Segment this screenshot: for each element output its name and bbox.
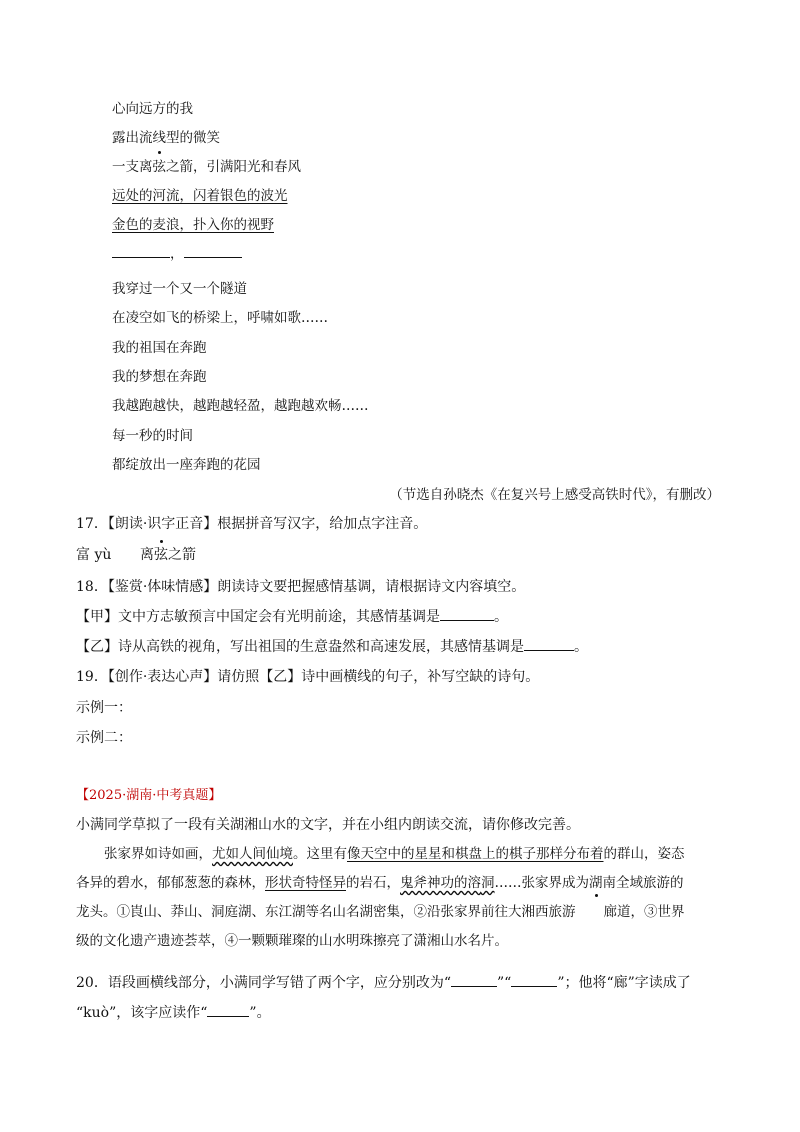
q20-text: ”“ [496,975,512,991]
q18-jia-text: 【甲】文中方志敏预言中国定会有光明前途，其感情基调是 [76,609,440,625]
poem-line: 在凌空如飞的桥梁上，呼啸如歌…… [112,310,328,326]
poem-source: （节选自孙晓杰《在复兴号上感受高铁时代》，有删改） [389,487,720,503]
passage-paragraph [76,840,686,956]
q18-yi-text: 【乙】诗从高铁的视角，写出祖国的生意盎然和高速发展，其感情基调是 [76,639,524,655]
passage-text: 鬼斧神功的溶 [400,875,481,891]
poem-blank-line [112,242,242,262]
question-18: 18．【鉴赏·体味情感】朗读诗文要把握感情基调，请根据诗文内容填空。 [76,579,526,595]
q20-text: ”；他将“廊”字读成了 [557,975,691,991]
wavy-underlined-phrase: 尤如人间仙境 [212,846,293,862]
q17-item-2 [140,544,196,564]
emphasis-dot-char: 弦 [153,155,167,175]
source-tag: 【2025·湖南·中考真题】 [76,788,222,803]
poem-line: 心向远方的我 [112,101,193,117]
passage-text: 道，③世界级的文化遗产遗迹荟萃，④一颗颗璀璨的山水明珠擦亮了潇湘山水名片。 [76,904,685,949]
passage-text: 张家界如诗如画， [104,846,212,862]
poem-line: 我的梦想在奔跑 [112,369,207,385]
poem-line [112,155,301,175]
question-20 [76,972,691,992]
q18-jia-end: 。 [494,609,508,625]
q18-jia [76,606,508,626]
q20-text: ”。 [249,1005,271,1021]
intro-text: 小满同学草拟了一段有关湖湘山水的文字，并在小组内朗读交流，请你修改完善。 [76,817,580,833]
q17-text: 离 [140,547,154,563]
poem-line: 我穿过一个又一个隧道 [112,281,247,297]
q18-yi-end: 。 [574,639,588,655]
q17-text: 之箭 [168,547,196,563]
answer-blank[interactable] [207,1015,249,1017]
q19-example-2: 示例二： [76,730,132,746]
poem-underlined-line: 金色的麦浪，扑入你的视野 [112,217,274,233]
answer-blank[interactable] [524,649,574,651]
q19-example-1: 示例一： [76,700,132,716]
passage-text: 的岩石， [346,875,400,891]
poem-line: 我越跑越快，越跑越轻盈，越跑越欢畅…… [112,398,369,414]
wavy-underlined-phrase [400,875,495,891]
poem-separator: ， [170,246,184,262]
emphasis-dot-char: 廊 [576,898,618,927]
poem-text: 一支离 [112,159,153,175]
passage-text: 。这里有 [293,846,347,862]
question-20-line-2 [76,1002,271,1022]
q20-text: 20．语段画横线部分，小满同学写错了两个字，应分别改为“ [76,975,451,991]
emphasis-dot-char: 弦 [154,544,168,564]
poem-line: 露出流线型的微笑 [112,130,220,146]
q18-yi [76,636,588,656]
poem-line: 我的祖国在奔跑 [112,340,207,356]
passage-text: 的群山，姿态各异的碧水，郁郁葱葱的森林， [76,846,685,891]
question-17: 17．【朗读·识字正音】根据拼音写汉字，给加点字注音。 [76,516,428,532]
passage-text: 洞 [481,875,495,891]
underlined-phrase: 形状奇特怪异 [265,875,346,891]
poem-line: 都绽放出一座奔跑的花园 [112,457,261,473]
answer-blank[interactable] [184,256,242,258]
answer-blank[interactable] [440,619,494,621]
poem-text: 之箭，引满阳光和春风 [166,159,301,175]
passage-text: ……张家界成为湖南全域旅游的龙头。①崀山、莽山、洞庭湖、东江湖等名山名湖密集，②沿张家界前往大湘西旅游 [76,875,684,920]
q17-item-1: 富 yù [76,547,112,563]
answer-blank[interactable] [511,985,557,987]
underlined-phrase: 像天空中的星星和棋盘上的棋子那样分布着 [347,846,604,862]
poem-line: 每一秒的时间 [112,428,193,444]
q20-text: “kuò”，该字应读作“ [76,1005,208,1021]
answer-blank[interactable] [112,256,170,258]
question-19: 19．【创作·表达心声】请仿照【乙】诗中画横线的句子，补写空缺的诗句。 [76,669,540,685]
poem-underlined-line: 远处的河流，闪着银色的波光 [112,188,288,204]
answer-blank[interactable] [451,985,497,987]
